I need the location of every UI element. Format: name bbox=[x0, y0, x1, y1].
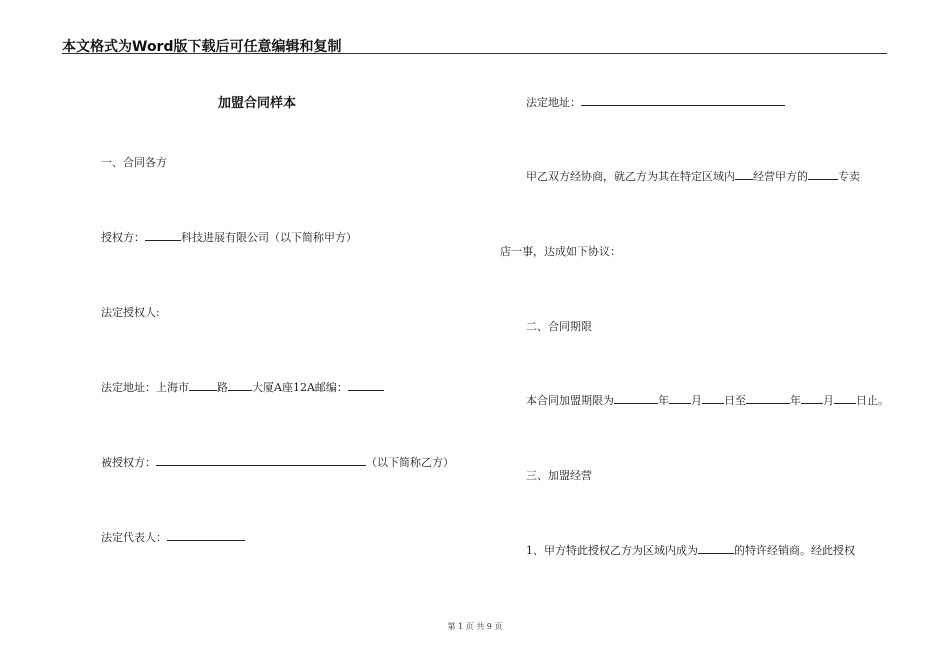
document-title: 加盟合同样本 bbox=[218, 96, 297, 111]
licensee-line bbox=[101, 454, 454, 470]
agreement-part-a: 甲乙双方经协商，就乙方为其在特定区域内 bbox=[526, 170, 735, 183]
term-line bbox=[526, 392, 889, 408]
year-label-1: 年 bbox=[658, 394, 669, 407]
clause-1-line bbox=[526, 542, 855, 558]
agreement-part-b: 经营甲方的 bbox=[753, 170, 808, 183]
section-term-heading: 二、合同期限 bbox=[526, 320, 592, 333]
month-label-1: 月 bbox=[691, 394, 702, 407]
day-label-2: 日止。 bbox=[856, 394, 889, 407]
address-building: 大厦A座12A邮编： bbox=[252, 381, 348, 394]
right-address-line bbox=[526, 94, 785, 110]
end-month-blank bbox=[801, 393, 823, 404]
term-label: 本合同加盟期限为 bbox=[526, 394, 614, 407]
start-year-blank bbox=[614, 393, 658, 404]
licensor-blank bbox=[145, 230, 181, 241]
clause-1-part-a: 1、甲方特此授权乙方为区域内成为 bbox=[526, 544, 698, 557]
agreement-line-2: 店一事，达成如下协议： bbox=[500, 245, 621, 258]
licensor-label: 授权方： bbox=[101, 231, 145, 244]
agreement-part-c: 专卖 bbox=[838, 170, 860, 183]
legal-rep-blank bbox=[167, 530, 245, 541]
clause-1-part-b: 的特许经销商。经此授权 bbox=[734, 544, 855, 557]
licensee-label: 被授权方： bbox=[101, 456, 156, 469]
year-label-2: 年 bbox=[790, 394, 801, 407]
licensor-line bbox=[101, 229, 357, 245]
licensee-blank bbox=[156, 455, 366, 466]
legal-rep-label: 法定代表人： bbox=[101, 531, 167, 544]
right-address-blank bbox=[581, 95, 785, 106]
licensor-suffix: 科技进展有限公司（以下简称甲方） bbox=[181, 231, 357, 244]
dealer-blank bbox=[698, 543, 734, 554]
address-road: 路 bbox=[217, 381, 228, 394]
city-blank bbox=[189, 380, 217, 391]
end-day-blank bbox=[834, 393, 856, 404]
address-line bbox=[101, 379, 384, 395]
start-day-blank bbox=[702, 393, 724, 404]
section-operation-heading: 三、加盟经营 bbox=[526, 469, 592, 482]
postcode-blank bbox=[348, 380, 384, 391]
start-month-blank bbox=[669, 393, 691, 404]
page-footer: 第 1 页 共 9 页 bbox=[447, 622, 503, 631]
end-year-blank bbox=[746, 393, 790, 404]
right-address-label: 法定地址： bbox=[526, 96, 581, 109]
header-rule bbox=[62, 53, 887, 54]
agreement-line-1 bbox=[526, 168, 860, 184]
document-header: 本文格式为Word版下载后可任意编辑和复制 bbox=[62, 39, 342, 55]
month-label-2: 月 bbox=[823, 394, 834, 407]
legal-licensor-line: 法定授权人: bbox=[101, 306, 160, 319]
road-blank bbox=[228, 380, 252, 391]
region-blank bbox=[735, 169, 753, 180]
section-parties-heading: 一、合同各方 bbox=[101, 156, 167, 169]
legal-rep-line bbox=[101, 529, 245, 545]
licensee-suffix: （以下简称乙方） bbox=[366, 456, 454, 469]
address-label: 法定地址：上海市 bbox=[101, 381, 189, 394]
brand-blank bbox=[808, 169, 838, 180]
day-label-1: 日至 bbox=[724, 394, 746, 407]
